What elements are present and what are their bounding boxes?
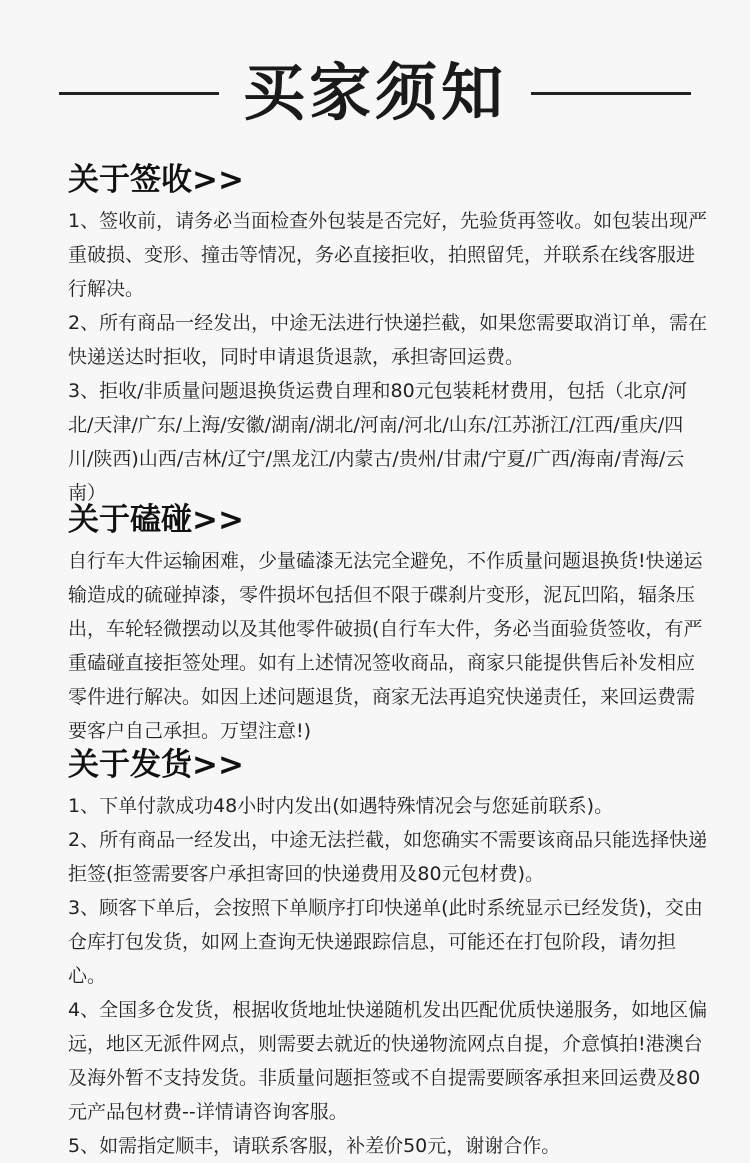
section-shipping xyxy=(68,745,708,1163)
shipping-item-3: 3、顾客下单后，会按照下单顺序打印快递单(此时系统显示已经发货)，交由仓库打包发货，如网上查询无快递跟踪信息，可能还在打包阶段，请勿担心。 xyxy=(68,897,703,987)
section-heading-shipping: 关于发货>> xyxy=(68,747,244,783)
page-title: 买家须知 xyxy=(242,56,507,129)
shipping-item-4: 4、全国多仓发货，根据收货地址快递随机发出匹配优质快递服务，如地区偏远，地区无派件网点，则需要去就近的快递物流网点自提，介意慎拍!港澳台及海外暂不支持发货。非质量问题拒签或不自提需要顾客承担来回运费及80元产品包材费--详情请咨询客服。 xyxy=(68,999,708,1123)
section-heading-signing: 关于签收>> xyxy=(68,162,244,198)
section-heading-damage: 关于磕碰>> xyxy=(68,502,244,538)
section-damage xyxy=(68,500,708,748)
section-signing xyxy=(68,160,708,510)
signing-item-2: 2、所有商品一经发出，中途无法进行快递拦截，如果您需要取消订单，需在快递送达时拒收，同时申请退货退款，承担寄回运费。 xyxy=(68,312,708,368)
signing-item-1: 1、签收前，请务必当面检查外包装是否完好，先验货再签收。如包装出现严重破损、变形、撞击等情况，务必直接拒收，拍照留凭，并联系在线客服进行解决。 xyxy=(68,210,708,300)
shipping-item-1: 1、下单付款成功48小时内发出(如遇特殊情况会与您延前联系)。 xyxy=(68,795,614,817)
shipping-item-2: 2、所有商品一经发出，中途无法拦截，如您确实不需要该商品只能选择快递拒签(拒签需要客户承担寄回的快递费用及80元包材费)。 xyxy=(68,829,708,885)
title-row xyxy=(0,58,750,128)
damage-paragraph: 自行车大件运输困难，少量磕漆无法完全避免，不作质量问题退换货!快递运输造成的硫碰掉漆，零件损坏包括但不限于碟刹片变形，泥瓦凹陷，辐条压出，车轮轻微摆动以及其他零件破损(自行车大件，务必当面验货签收，有严重磕碰直接拒签处理。如有上述情况签收商品，商家只能提供售后补发相应零件进行解决。如因上述问题退货，商家无法再追究快递责任，来回运费需要客户自己承担。万望注意!) xyxy=(68,550,703,742)
title-divider-right xyxy=(531,92,691,95)
title-divider-left xyxy=(59,92,219,95)
signing-item-3: 3、拒收/非质量问题退换货运费自理和80元包装耗材费用，包括（北京/河北/天津/广东/上海/安徽/湖南/湖北/河南/河北/山东/江苏浙江/江西/重庆/四川/陕西)山西/吉林/辽宁/黑龙江/内蒙古/贵州/甘肃/宁夏/广西/海南/青海/云南） xyxy=(68,380,688,504)
shipping-item-5: 5、如需指定顺丰，请联系客服，补差价50元，谢谢合作。 xyxy=(68,1135,561,1157)
